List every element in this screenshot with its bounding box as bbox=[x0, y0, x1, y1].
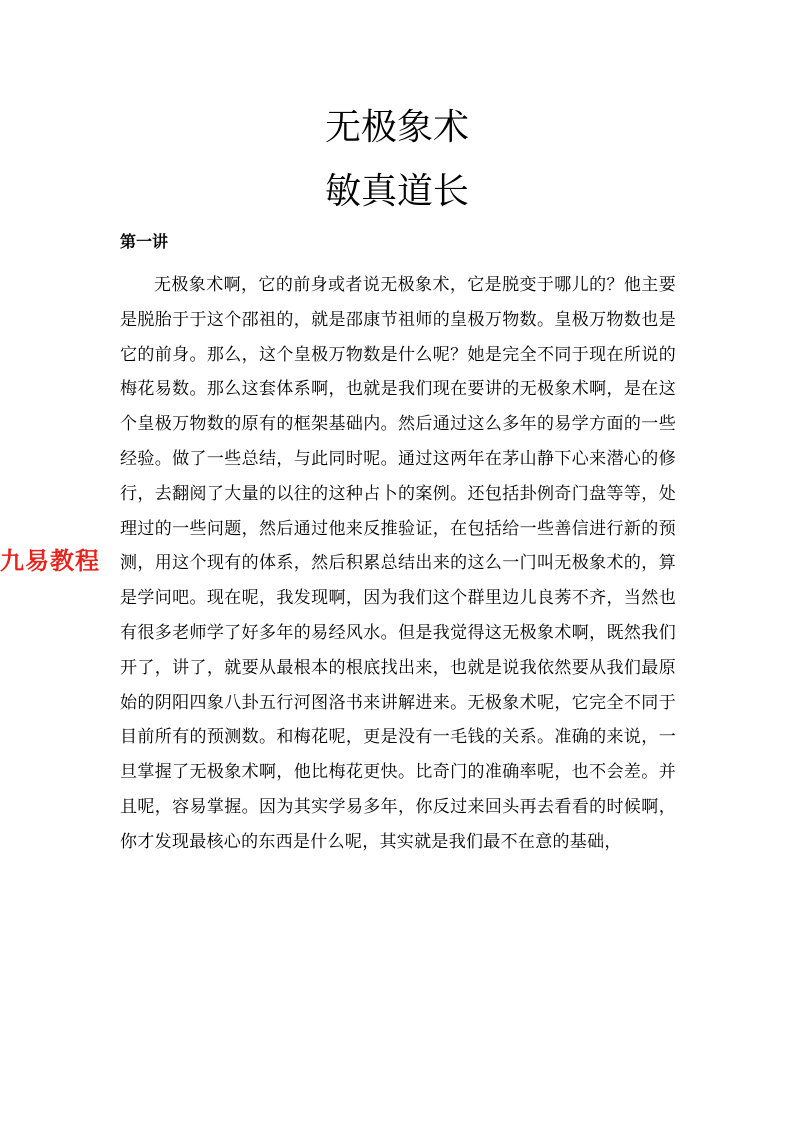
body-paragraph: 无极象术啊，它的前身或者说无极象术，它是脱变于哪儿的？他主要是脱胎于于这个邵祖的，就是邵康节祖师的皇极万物数。皇极万物数也是它的前身。那么，这个皇极万物数是什么呢？她是完全不同于现在所说的梅花易数。那么这套体系啊，也就是我们现在要讲的无极象术啊，是在这个皇极万物数的原有的框架基础内。然后通过这么多年的易学方面的一些经验。做了一些总结，与此同时呢。通过这两年在茅山静下心来潜心的修行，去翻阅了大量的以往的这种占卜的案例。还包括卦例奇门盘等等，处理过的一些问题，然后通过他来反推验证，在包括给一些善信进行新的预测，用这个现有的体系，然后积累总结出来的这么一门叫无极象术的，算是学问吧。现在呢，我发现啊，因为我们这个群里边儿良莠不齐，当然也有很多老师学了好多年的易经风水。但是我觉得这无极象术啊，既然我们开了，讲了，就要从最根本的根底找出来，也就是说我依然要从我们最原始的阴阳四象八卦五行河图洛书来讲解进来。无极象术呢，它完全不同于目前所有的预测数。和梅花呢，更是没有一毛钱的关系。准确的来说，一旦掌握了无极象术啊，他比梅花更快。比奇门的准确率呢，也不会差。并且呢，容易掌握。因为其实学易多年，你反过来回头再去看看的时候啊，你才发现最核心的东西是什么呢，其实就是我们最不在意的基础， bbox=[120, 275, 676, 852]
document-author: 敏真道长 bbox=[324, 171, 469, 212]
watermark-text: 九易教程 bbox=[0, 547, 100, 575]
section-heading: 第一讲 bbox=[120, 232, 169, 251]
document-title: 无极象术 bbox=[324, 107, 469, 148]
